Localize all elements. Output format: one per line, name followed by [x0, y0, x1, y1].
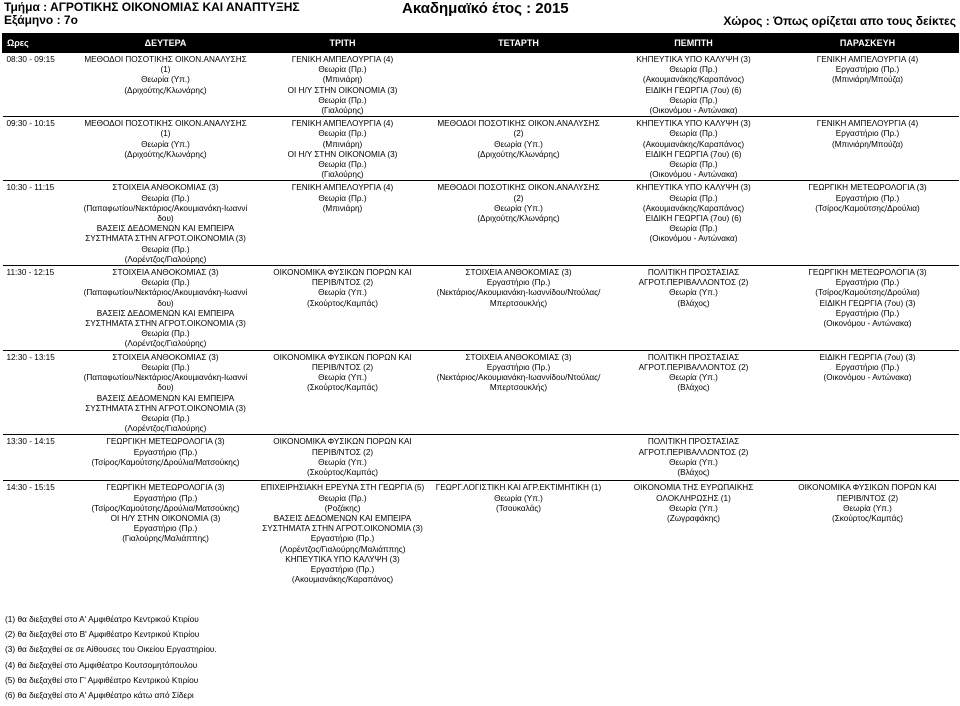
- cell-friday: [777, 266, 959, 351]
- course-entry: ΓΕΩΡΓΙΚΗ ΜΕΤΕΩΡΟΛΟΓΙΑ (3) Εργαστήριο (Πρ.) (Τσίρος/Καμούτσης/Δρούλια/Ματσούκης): [91, 437, 240, 467]
- timetable-header: [3, 34, 959, 53]
- footnote: (4) θα διεξαχθεί στο Αμφιθέατρο Κουτσομητόπουλου: [5, 659, 198, 670]
- cell-tuesday: [259, 350, 427, 435]
- course-entry: ΕΙΔΙΚΗ ΓΕΩΡΓΙΑ (7ου) (3) Εργαστήριο (Πρ.) (Οικονόμου - Αντώνακα): [819, 352, 916, 383]
- course-entry: ΓΕΩΡΓ.ΛΟΓΙΣΤΙΚΗ ΚΑΙ ΑΓΡ.ΕΚΤΙΜΗΤΙΚΗ (1) Θεωρία (Υπ.) (Τσουκαλάς): [435, 483, 602, 513]
- cell-tuesday: [259, 435, 427, 481]
- department-title: Τμήμα : ΑΓΡΟΤΙΚΗΣ ΟΙΚΟΝΟΜΙΑΣ ΚΑΙ ΑΝΑΠΤΥΞΗΣ: [4, 0, 300, 14]
- table-row: [3, 53, 959, 117]
- cell-monday: [73, 266, 259, 351]
- table-row: [3, 481, 959, 598]
- room-note: Χώρος : Όπως ορίζεται απο τους δείκτες: [723, 14, 956, 28]
- cell-friday: [777, 350, 959, 435]
- column-header-thursday: ΠΕΜΠΤΗ: [611, 34, 777, 53]
- course-entry: ΟΙΚΟΝΟΜΙΚΑ ΦΥΣΙΚΩΝ ΠΟΡΩΝ ΚΑΙ ΠΕΡΙΒ/ΝΤΟΣ (2) Θεωρία (Υπ.) (Σκούρτος/Καμπάς): [273, 352, 412, 393]
- cell-thursday: [611, 53, 777, 117]
- column-header-friday: ΠΑΡΑΣΚΕΥΗ: [777, 34, 959, 53]
- course-entry: ΓΕΝΙΚΗ ΑΜΠΕΛΟΥΡΓΙΑ (4) Θεωρία (Πρ.) (Μπινιάρη): [291, 183, 394, 213]
- footnote: (1) θα διεξαχθεί στο Α' Αμφιθέατρο Κεντρικού Κτιρίου: [5, 614, 199, 624]
- cell-monday: [73, 181, 259, 266]
- cell-monday: [73, 350, 259, 435]
- course-entry: ΣΤΟΙΧΕΙΑ ΑΝΘΟΚΟΜΙΑΣ (3) Εργαστήριο (Πρ.) (Νεκτάριος/Ακουμιανάκη-Ιωαννίδου/Ντούλας/ Μπερτσουκλής): [436, 352, 601, 393]
- course-entry: ΣΤΟΙΧΕΙΑ ΑΝΘΟΚΟΜΙΑΣ (3) Εργαστήριο (Πρ.) (Νεκτάριος/Ακουμιανάκη-Ιωαννίδου/Ντούλας/ Μπερτσουκλής): [436, 268, 601, 308]
- cell-wednesday: [427, 117, 611, 181]
- course-entry: ΣΤΟΙΧΕΙΑ ΑΝΘΟΚΟΜΙΑΣ (3) Θεωρία (Πρ.) (Παπαφωτίου/Νεκτάριος/Ακουμιανάκη-Ιωαννί δου) ΒΑΣΕΙΣ ΔΕΔΟΜΕΝΩΝ ΚΑΙ ΕΜΠΕΙΡΑ ΣΥΣΤΗΜΑΤΑ ΣΤΗΝ ΑΓΡΟΤ.ΟΙΚΟΝΟΜΙΑ (3) Θεωρία (Πρ.) (Λορέντζος/Γιαλούρης): [83, 352, 248, 434]
- cell-friday: [777, 181, 959, 266]
- cell-thursday: [611, 181, 777, 266]
- cell-tuesday: [259, 53, 427, 117]
- table-row: [3, 266, 959, 351]
- course-entry: ΠΟΛΙΤΙΚΗ ΠΡΟΣΤΑΣΙΑΣ ΑΓΡΟΤ.ΠΕΡΙΒΑΛΛΟΝΤΟΣ (2) Θεωρία (Υπ.) (Βλάχος): [638, 268, 749, 308]
- timetable: [2, 33, 959, 598]
- cell-wednesday: [427, 53, 611, 117]
- cell-friday: [777, 53, 959, 117]
- course-entry: ΣΤΟΙΧΕΙΑ ΑΝΘΟΚΟΜΙΑΣ (3) Θεωρία (Πρ.) (Παπαφωτίου/Νεκτάριος/Ακουμιανάκη-Ιωαννί δου) ΒΑΣΕΙΣ ΔΕΔΟΜΕΝΩΝ ΚΑΙ ΕΜΠΕΙΡΑ ΣΥΣΤΗΜΑΤΑ ΣΤΗΝ ΑΓΡΟΤ.ΟΙΚΟΝΟΜΙΑ (3) Θεωρία (Πρ.) (Λορέντζος/Γιαλούρης): [83, 268, 248, 349]
- cell-monday: [73, 53, 259, 117]
- course-entry: ΚΗΠΕΥΤΙΚΑ ΥΠΟ ΚΑΛΥΨΗ (3) Θεωρία (Πρ.) (Ακουμιανάκης/Καραπάνος) ΕΙΔΙΚΗ ΓΕΩΡΓΙΑ (7ου) (6) Θεωρία (Πρ.) (Οικονόμου - Αντώνακα): [636, 55, 751, 116]
- table-row: [3, 117, 959, 181]
- course-entry: ΟΙΚΟΝΟΜΙΑ ΤΗΣ ΕΥΡΩΠΑΙΚΗΣ ΟΛΟΚΛΗΡΩΣΗΣ (1) Θεωρία (Υπ.) (Ζωγραφάκης): [633, 483, 754, 523]
- cell-friday: [777, 481, 959, 598]
- footnote: (5) θα διεξαχθεί στο Γ' Αμφιθέατρο Κεντρικού Κτιρίου: [5, 674, 199, 685]
- cell-tuesday: [259, 481, 427, 598]
- course-entry: ΓΕΝΙΚΗ ΑΜΠΕΛΟΥΡΓΙΑ (4) Θεωρία (Πρ.) (Μπινιάρη) ΟΙ Η/Υ ΣΤΗΝ ΟΙΚΟΝΟΜΙΑ (3) Θεωρία (Πρ.) (Γιαλούρης): [287, 55, 398, 116]
- semester-label: Εξάμηνο : 7ο: [4, 13, 78, 27]
- cell-wednesday: [427, 435, 611, 481]
- cell-monday: [73, 481, 259, 598]
- table-row: [3, 181, 959, 266]
- cell-thursday: [611, 117, 777, 181]
- footnote: (3) θα διεξαχθεί σε σε Αίθουσες του Οικείου Εργαστηρίου.: [5, 644, 217, 655]
- table-row: [3, 435, 959, 481]
- course-entry: ΜΕΘΟΔΟΙ ΠΟΣΟΤΙΚΗΣ ΟΙΚΟΝ.ΑΝΑΛΥΣΗΣ (2) Θεωρία (Υπ.) (Δριχούτης/Κλωνάρης): [437, 183, 600, 224]
- time-slot: 09:30 - 10:15: [3, 117, 73, 181]
- cell-thursday: [611, 350, 777, 435]
- course-entry: ΓΕΝΙΚΗ ΑΜΠΕΛΟΥΡΓΙΑ (4) Εργαστήριο (Πρ.) (Μπινιάρη/Μπούζα): [816, 119, 919, 149]
- cell-friday: [777, 435, 959, 481]
- academic-year: Ακαδημαϊκό έτος : 2015: [402, 0, 569, 17]
- table-row: [3, 350, 959, 435]
- cell-wednesday: [427, 181, 611, 266]
- time-slot: 12:30 - 13:15: [3, 350, 73, 435]
- cell-wednesday: [427, 481, 611, 598]
- course-entry: ΠΟΛΙΤΙΚΗ ΠΡΟΣΤΑΣΙΑΣ ΑΓΡΟΤ.ΠΕΡΙΒΑΛΛΟΝΤΟΣ (2) Θεωρία (Υπ.) (Βλάχος): [638, 437, 749, 477]
- cell-tuesday: [259, 181, 427, 266]
- cell-monday: [73, 435, 259, 481]
- course-entry: ΓΕΝΙΚΗ ΑΜΠΕΛΟΥΡΓΙΑ (4) Θεωρία (Πρ.) (Μπινιάρη) ΟΙ Η/Υ ΣΤΗΝ ΟΙΚΟΝΟΜΙΑ (3) Θεωρία (Πρ.) (Γιαλούρης): [287, 119, 398, 180]
- course-entry: ΜΕΘΟΔΟΙ ΠΟΣΟΤΙΚΗΣ ΟΙΚΟΝ.ΑΝΑΛΥΣΗΣ (2) Θεωρία (Υπ.) (Δριχούτης/Κλωνάρης): [437, 119, 600, 159]
- column-header-tuesday: ΤΡΙΤΗ: [259, 34, 427, 53]
- column-header-hours: Ωρες: [3, 34, 73, 53]
- course-entry: ΜΕΘΟΔΟΙ ΠΟΣΟΤΙΚΗΣ ΟΙΚΟΝ.ΑΝΑΛΥΣΗΣ (1) Θεωρία (Υπ.) (Δριχούτης/Κλωνάρης): [84, 119, 247, 159]
- cell-thursday: [611, 266, 777, 351]
- column-header-wednesday: ΤΕΤΑΡΤΗ: [427, 34, 611, 53]
- course-entry: ΜΕΘΟΔΟΙ ΠΟΣΟΤΙΚΗΣ ΟΙΚΟΝ.ΑΝΑΛΥΣΗΣ (1) Θεωρία (Υπ.) (Δριχούτης/Κλωνάρης): [84, 55, 247, 95]
- cell-wednesday: [427, 350, 611, 435]
- course-entry: ΣΤΟΙΧΕΙΑ ΑΝΘΟΚΟΜΙΑΣ (3) Θεωρία (Πρ.) (Παπαφωτίου/Νεκτάριος/Ακουμιανάκη-Ιωαννί δου) ΒΑΣΕΙΣ ΔΕΔΟΜΕΝΩΝ ΚΑΙ ΕΜΠΕΙΡΑ ΣΥΣΤΗΜΑΤΑ ΣΤΗΝ ΑΓΡΟΤ.ΟΙΚΟΝΟΜΙΑ (3) Θεωρία (Πρ.) (Λορέντζος/Γιαλούρης): [83, 183, 248, 264]
- course-entry: ΓΕΩΡΓΙΚΗ ΜΕΤΕΩΡΟΛΟΓΙΑ (3) Εργαστήριο (Πρ.) (Τσίρος/Καμούτσης/Δρούλια): [808, 183, 927, 213]
- time-slot: 13:30 - 14:15: [3, 435, 73, 481]
- cell-wednesday: [427, 266, 611, 351]
- time-slot: 10:30 - 11:15: [3, 181, 73, 266]
- cell-thursday: [611, 435, 777, 481]
- footnote: (2) θα διεξαχθεί στο Β' Αμφιθέατρο Κεντρικού Κτιρίου: [5, 629, 200, 640]
- course-entry: ΓΕΝΙΚΗ ΑΜΠΕΛΟΥΡΓΙΑ (4) Εργαστήριο (Πρ.) (Μπινιάρη/Μπούζα): [816, 55, 919, 85]
- time-slot: 11:30 - 12:15: [3, 266, 73, 351]
- course-entry: ΟΙΚΟΝΟΜΙΚΑ ΦΥΣΙΚΩΝ ΠΟΡΩΝ ΚΑΙ ΠΕΡΙΒ/ΝΤΟΣ (2) Θεωρία (Υπ.) (Σκούρτος/Καμπάς): [798, 483, 937, 523]
- footnotes: [5, 612, 217, 703]
- course-entry: ΟΙΚΟΝΟΜΙΚΑ ΦΥΣΙΚΩΝ ΠΟΡΩΝ ΚΑΙ ΠΕΡΙΒ/ΝΤΟΣ (2) Θεωρία (Υπ.) (Σκούρτος/Καμπάς): [273, 268, 412, 308]
- cell-friday: [777, 117, 959, 181]
- course-entry: ΠΟΛΙΤΙΚΗ ΠΡΟΣΤΑΣΙΑΣ ΑΓΡΟΤ.ΠΕΡΙΒΑΛΛΟΝΤΟΣ (2) Θεωρία (Υπ.) (Βλάχος): [638, 352, 749, 393]
- cell-thursday: [611, 481, 777, 598]
- course-entry: ΓΕΩΡΓΙΚΗ ΜΕΤΕΩΡΟΛΟΓΙΑ (3) Εργαστήριο (Πρ.) (Τσίρος/Καμούτσης/Δρούλια/Ματσούκης) ΟΙ Η/Υ ΣΤΗΝ ΟΙΚΟΝΟΜΙΑ (3) Εργαστήριο (Πρ.) (Γιαλούρης/Μαλιάππης): [91, 483, 240, 544]
- course-entry: ΕΠΙΧΕΙΡΗΣΙΑΚΗ ΕΡΕΥΝΑ ΣΤΗ ΓΕΩΡΓΙΑ (5) Θεωρία (Πρ.) (Ροζάκης) ΒΑΣΕΙΣ ΔΕΔΟΜΕΝΩΝ ΚΑΙ ΕΜΠΕΙΡΑ ΣΥΣΤΗΜΑΤΑ ΣΤΗΝ ΑΓΡΟΤ.ΟΙΚΟΝΟΜΙΑ (3) Εργαστήριο (Πρ.) (Λορέντζος/Γιαλούρης/Μαλιάππης) ΚΗΠΕΥΤΙΚΑ ΥΠΟ ΚΑΛΥΨΗ (3) Εργαστήριο (Πρ.) (Ακουμιανάκης/Καραπάνος): [260, 483, 425, 585]
- cell-tuesday: [259, 266, 427, 351]
- time-slot: 14:30 - 15:15: [3, 481, 73, 598]
- footnote: (6) θα διεξαχθεί στο Α' Αμφιθέατρο κάτω από Σίδερι: [5, 690, 194, 701]
- course-entry: ΟΙΚΟΝΟΜΙΚΑ ΦΥΣΙΚΩΝ ΠΟΡΩΝ ΚΑΙ ΠΕΡΙΒ/ΝΤΟΣ (2) Θεωρία (Υπ.) (Σκούρτος/Καμπάς): [273, 437, 412, 477]
- time-slot: 08:30 - 09:15: [6, 55, 55, 64]
- column-header-monday: ΔΕΥΤΕΡΑ: [73, 34, 259, 53]
- cell-monday: [73, 117, 259, 181]
- course-entry: ΚΗΠΕΥΤΙΚΑ ΥΠΟ ΚΑΛΥΨΗ (3) Θεωρία (Πρ.) (Ακουμιανάκης/Καραπάνος) ΕΙΔΙΚΗ ΓΕΩΡΓΙΑ (7ου) (6) Θεωρία (Πρ.) (Οικονόμου - Αντώνακα): [636, 119, 751, 180]
- course-entry: ΚΗΠΕΥΤΙΚΑ ΥΠΟ ΚΑΛΥΨΗ (3) Θεωρία (Πρ.) (Ακουμιανάκης/Καραπάνος) ΕΙΔΙΚΗ ΓΕΩΡΓΙΑ (7ου) (6) Θεωρία (Πρ.) (Οικονόμου - Αντώνακα): [636, 183, 751, 244]
- cell-tuesday: [259, 117, 427, 181]
- course-entry: ΓΕΩΡΓΙΚΗ ΜΕΤΕΩΡΟΛΟΓΙΑ (3) Εργαστήριο (Πρ.) (Τσίρος/Καμούτσης/Δρούλια) ΕΙΔΙΚΗ ΓΕΩΡΓΙΑ (7ου) (3) Εργαστήριο (Πρ.) (Οικονόμου - Αντώνακα): [808, 268, 927, 329]
